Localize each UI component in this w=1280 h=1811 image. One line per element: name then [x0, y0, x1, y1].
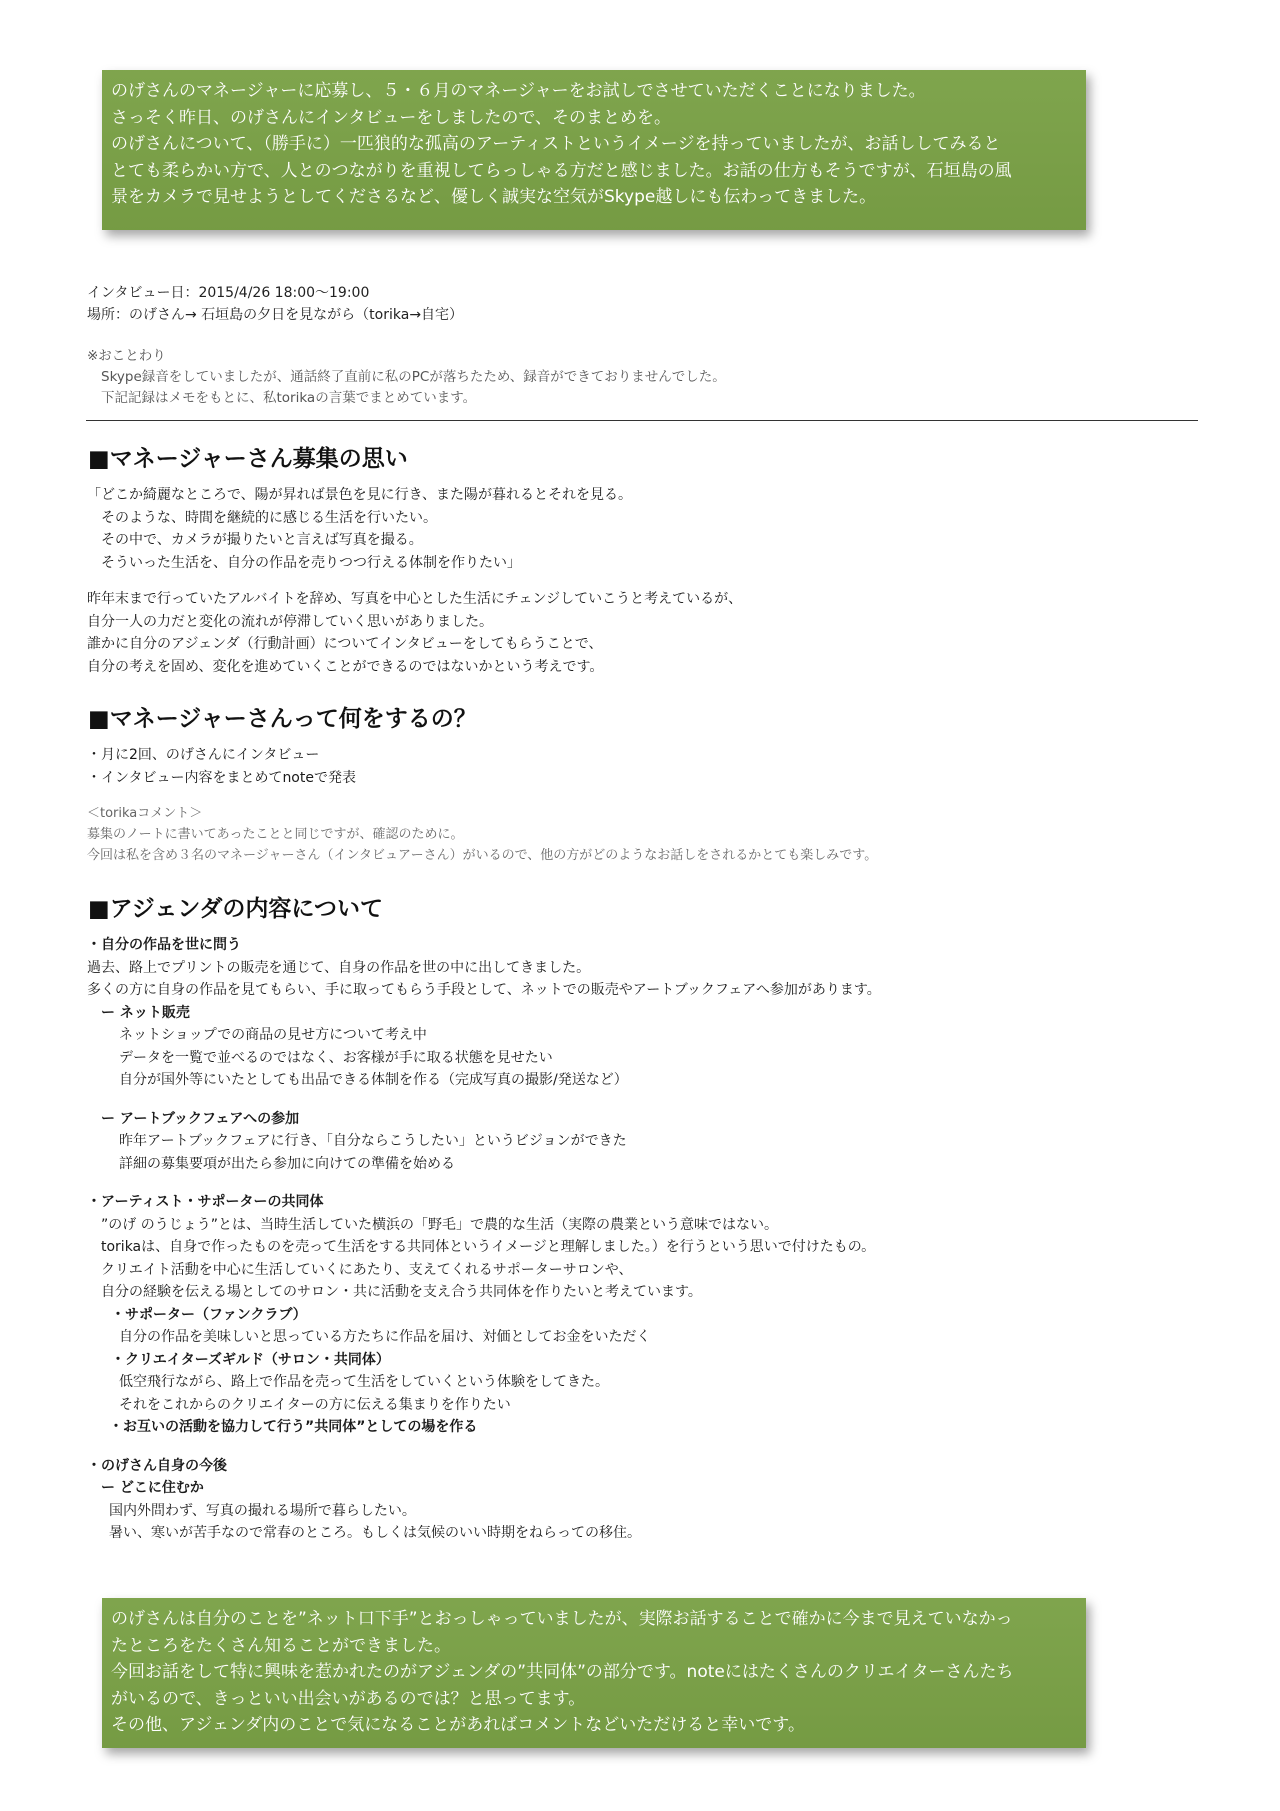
body-line: 過去、路上でプリントの販売を通じて、自身の作品を世の中に出してきました。 — [87, 959, 591, 976]
intro-line: 景をカメラで見せようとしてくださるなど、優しく誠実な空気がSkype越しにも伝わってきました。 — [111, 187, 877, 207]
interview-place: 場所：のげさん→ 石垣島の夕日を見ながら（torika→自宅） — [87, 307, 464, 323]
body-line: 自分の経験を伝える場としてのサロン・共に活動を支え合う共同体を作りたいと考えています。 — [101, 1284, 702, 1300]
topic-title: ・自分の作品を世に問う — [87, 937, 241, 953]
outro-line: がいるので、きっといい出会いがあるのでは？と思ってます。 — [111, 1688, 586, 1709]
outro-box — [102, 1598, 1086, 1748]
section-heading-recruitment: ■マネージャーさん募集の思い — [88, 446, 408, 472]
outro-line: のげさんは自分のことを”ネット口下手”とおっしゃっていましたが、実際お話することで確かに今まで見えていなかっ — [111, 1609, 1013, 1629]
subtopic-line: それをこれからのクリエイターの方に伝える集まりを作りたい — [119, 1396, 511, 1413]
section-heading-manager-role: ■マネージャーさんって何をするの？ — [88, 706, 477, 732]
body-line: 誰かに自分のアジェンダ（行動計画）についてインタビューをしてもらうことで、 — [87, 636, 603, 652]
subtopic-title: ・お互いの活動を協力して行う”共同体”としての場を作る — [109, 1419, 478, 1435]
body-line: 自分の考えを固め、変化を進めていくことができるのではないかという考えです。 — [87, 658, 604, 675]
body-line: 昨年末まで行っていたアルバイトを辞め、写真を中心とした生活にチェンジしていこうと考えているが、 — [87, 591, 743, 607]
disclaimer-line: 下記記録はメモをもとに、私torikaの言葉でまとめています。 — [101, 390, 477, 406]
subtopic-line: 低空飛行ながら、路上で作品を売って生活をしていくという体験をしてきた。 — [119, 1374, 609, 1390]
quote-line: そういった生活を、自分の作品を売りつつ行える体制を作りたい」 — [101, 554, 521, 571]
section-heading-agenda: ■アジェンダの内容について — [88, 896, 383, 922]
list-item: ・月に2回、のげさんにインタビュー — [87, 747, 320, 763]
subtopic-title: ー どこに住むか — [101, 1480, 204, 1496]
subtopic-line: 暑い、寒いが苦手なので常春のところ。もしくは気候のいい時期をねらっての移住。 — [109, 1525, 641, 1541]
subtopic-line: 自分の作品を美味しいと思っている方たちに作品を届け、対価としてお金をいただく — [119, 1329, 651, 1345]
comment-line: 今回は私を含め３名のマネージャーさん（インタビュアーさん）がいるので、他の方がどのようなお話しをされるかとても楽しみです。 — [87, 848, 878, 863]
body-line: クリエイト活動を中心に生活していくにあたり、支えてくれるサポーターサロンや、 — [101, 1261, 633, 1278]
body-line: ”のげ のうじょう”とは、当時生活していた横浜の「野毛」で農的な生活（実際の農業という意味ではない。 — [101, 1216, 778, 1233]
outro-line: 今回お話をして特に興味を惹かれたのがアジェンダの”共同体”の部分です。noteにはたくさんのクリエイターさんたち — [111, 1662, 1014, 1682]
interview-meta — [87, 282, 463, 326]
disclaimer — [87, 346, 726, 409]
section-manager-role-body — [87, 744, 877, 866]
subtopic-title: ー ネット販売 — [101, 1004, 190, 1021]
section-agenda-body — [87, 934, 881, 1545]
intro-line: とても柔らかい方で、人とのつながりを重視してらっしゃる方だと感じました。お話の仕方もそうですが、石垣島の風 — [111, 160, 1012, 181]
section-recruitment-body — [87, 484, 742, 678]
intro-box — [102, 70, 1086, 230]
disclaimer-title: ※おことわり — [87, 348, 166, 364]
intro-line: のげさんのマネージャーに応募し、５・６月のマネージャーをお試しでさせていただくことになりました。 — [111, 81, 926, 101]
subtopic-line: 国内外問わず、写真の撮れる場所で暮らしたい。 — [109, 1502, 416, 1519]
body-line: torikaは、自身で作ったものを売って生活をする共同体というイメージと理解しました。）を行うという思いで付けたもの。 — [101, 1239, 876, 1255]
divider — [86, 420, 1198, 421]
topic-title: ・のげさん自身の今後 — [87, 1457, 227, 1474]
quote-line: 「どこか綺麗なところで、陽が昇れば景色を見に行き、また陽が暮れるとそれを見る。 — [87, 487, 633, 503]
subtopic-line: 自分が国外等にいたとしても出品できる体制を作る（完成写真の撮影/発送など） — [119, 1072, 628, 1088]
subtopic-title: ・サポーター（ファンクラブ） — [111, 1306, 307, 1323]
body-line: 自分一人の力だと変化の流れが停滞していく思いがありました。 — [87, 613, 493, 630]
intro-line: さっそく昨日、のげさんにインタビューをしましたので、そのまとめを。 — [111, 107, 671, 128]
subtopic-title: ー アートブックフェアへの参加 — [101, 1110, 300, 1127]
subtopic-line: ネットショップでの商品の見せ方について考え中 — [119, 1027, 427, 1043]
comment-line: 募集のノートに書いてあったことと同じですが、確認のために。 — [87, 827, 464, 842]
list-item: ・インタビュー内容をまとめてnoteで発表 — [87, 769, 356, 786]
outro-line: その他、アジェンダ内のことで気になることがあればコメントなどいただけると幸いです。 — [111, 1715, 805, 1735]
subtopic-title: ・クリエイターズギルド（サロン・共同体） — [111, 1351, 390, 1368]
outro-line: たところをたくさん知ることができました。 — [111, 1635, 451, 1656]
disclaimer-line: Skype録音をしていましたが、通話終了直前に私のPCが落ちたため、録音ができておりませんでした。 — [101, 369, 726, 385]
subtopic-line: データを一覧で並べるのではなく、お客様が手に取る状態を見せたい — [119, 1049, 553, 1066]
interview-date: インタビュー日：2015/4/26 18:00〜19:00 — [87, 285, 370, 301]
comment-title: ＜torikaコメント＞ — [87, 806, 203, 821]
quote-line: そのような、時間を継続的に感じる生活を行いたい。 — [101, 509, 437, 526]
quote-line: その中で、カメラが撮りたいと言えば写真を撮る。 — [101, 532, 423, 548]
subtopic-line: 詳細の募集要項が出たら参加に向けての準備を始める — [119, 1155, 455, 1172]
intro-line: のげさんについて、（勝手に）一匹狼的な孤高のアーティストというイメージを持っていましたが、お話ししてみると — [111, 134, 1001, 154]
subtopic-line: 昨年アートブックフェアに行き、「自分ならこうしたい」というビジョンができた — [119, 1133, 627, 1149]
topic-title: ・アーティスト・サポーターの共同体 — [87, 1194, 324, 1210]
body-line: 多くの方に自身の作品を見てもらい、手に取ってもらう手段として、ネットでの販売やアートブックフェアへ参加があります。 — [87, 982, 881, 998]
